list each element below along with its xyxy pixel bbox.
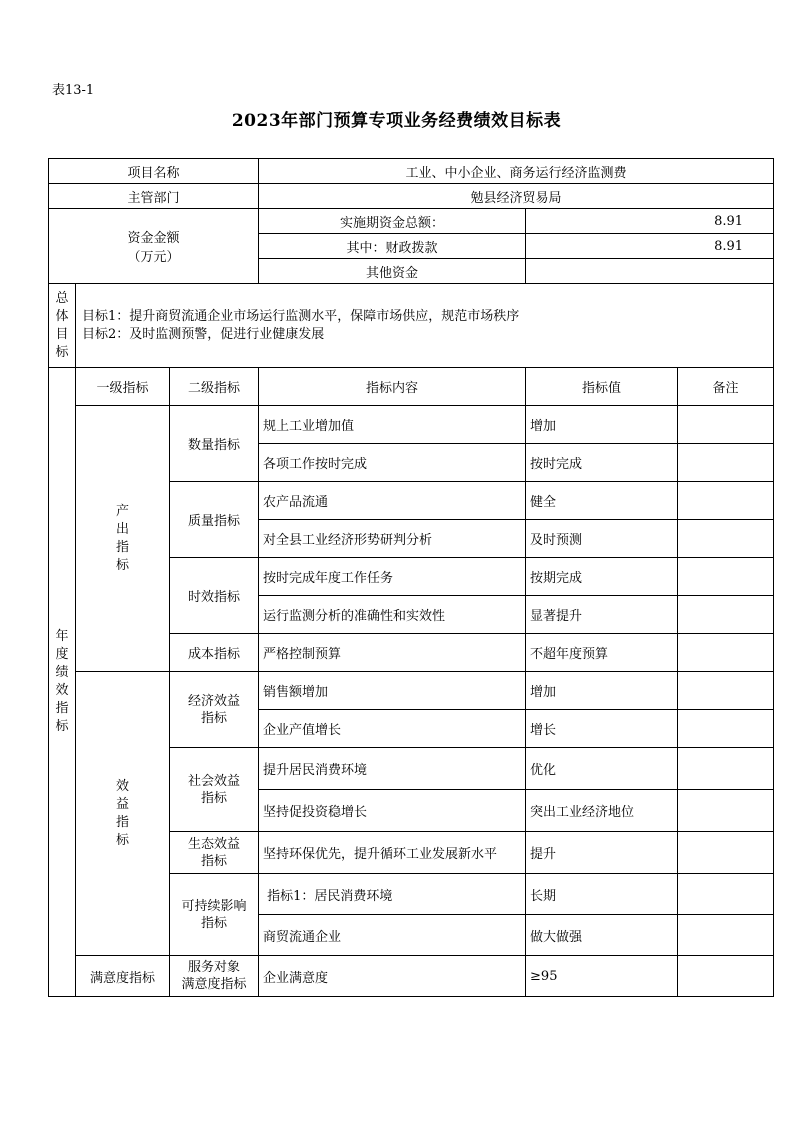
goal-line-2: 目标2：及时监测预警，促进行业健康发展 [82, 326, 325, 342]
funds-fiscal-label: 其中：财政拨款 [259, 234, 526, 259]
indicator-value: 增加 [526, 672, 678, 710]
indicator-content: 运行监测分析的准确性和实效性 [259, 596, 526, 634]
social-label-line2: 指标 [201, 790, 228, 806]
indicator-content: 坚持促投资稳增长 [259, 790, 526, 832]
indicator-remark [678, 558, 774, 596]
sustainable-label [170, 874, 259, 956]
indicator-value: 不超年度预算 [526, 634, 678, 672]
benefit-char: 益 [115, 796, 129, 812]
indicator-value: 增长 [526, 710, 678, 748]
benefit-char: 指 [115, 814, 129, 830]
quantity-label: 数量指标 [170, 406, 259, 482]
header-value: 指标值 [526, 368, 678, 406]
annual-label [49, 368, 76, 997]
funds-label-line2: （万元） [127, 250, 180, 265]
indicator-value: ≥95 [526, 956, 678, 997]
indicator-remark [678, 874, 774, 915]
indicator-remark [678, 832, 774, 874]
indicator-content: 按时完成年度工作任务 [259, 558, 526, 596]
department-label: 主管部门 [49, 184, 259, 209]
header-level2: 二级指标 [170, 368, 259, 406]
indicator-remark [678, 596, 774, 634]
satisfaction-sub-label-line2: 满意度指标 [181, 977, 247, 992]
indicator-value: 按时完成 [526, 444, 678, 482]
ecological-label-line2: 指标 [201, 853, 228, 869]
header-remark: 备注 [678, 368, 774, 406]
cost-label: 成本指标 [170, 634, 259, 672]
table-row [49, 672, 774, 710]
indicator-value: 增加 [526, 406, 678, 444]
indicator-content: 各项工作按时完成 [259, 444, 526, 482]
benefit-char: 效 [115, 778, 129, 794]
social-label [170, 748, 259, 832]
funds-other-value [526, 259, 774, 284]
overall-goal-char: 体 [55, 308, 69, 324]
indicator-content: 规上工业增加值 [259, 406, 526, 444]
social-label-line1: 社会效益 [188, 773, 241, 789]
overall-goal-text [76, 284, 774, 368]
indicator-remark [678, 520, 774, 558]
funds-label-line1: 资金金额 [127, 231, 180, 246]
funds-total-row [49, 209, 774, 234]
annual-char: 效 [55, 683, 69, 698]
sustainable-label-line1: 可持续影响 [181, 898, 247, 914]
overall-goal-char: 标 [55, 344, 69, 360]
sustainable-label-line2: 指标 [201, 915, 228, 931]
indicator-content: 企业满意度 [259, 956, 526, 997]
annual-char: 绩 [55, 665, 69, 680]
funds-other-label: 其他资金 [259, 259, 526, 284]
department-row [49, 184, 774, 209]
indicator-content: 坚持环保优先，提升循环工业发展新水平 [259, 832, 526, 874]
indicator-remark [678, 790, 774, 832]
funds-label [49, 209, 259, 284]
annual-char: 年 [55, 629, 69, 644]
goal-line-1: 目标1：提升商贸流通企业市场运行监测水平，保障市场供应，规范市场秩序 [82, 308, 520, 324]
indicator-content: 农产品流通 [259, 482, 526, 520]
indicator-value: 优化 [526, 748, 678, 790]
table-id: 表13-1 [52, 83, 95, 98]
benefit-char: 标 [115, 832, 129, 848]
indicator-value: 提升 [526, 832, 678, 874]
project-row [49, 159, 774, 184]
timeliness-label: 时效指标 [170, 558, 259, 634]
indicator-value: 健全 [526, 482, 678, 520]
header-level1: 一级指标 [76, 368, 170, 406]
quality-label: 质量指标 [170, 482, 259, 558]
indicator-content: 企业产值增长 [259, 710, 526, 748]
table-row [49, 406, 774, 444]
indicator-value: 做大做强 [526, 915, 678, 956]
indicator-value: 显著提升 [526, 596, 678, 634]
economic-label-line1: 经济效益 [188, 693, 241, 709]
indicator-remark [678, 710, 774, 748]
indicator-value: 及时预测 [526, 520, 678, 558]
funds-fiscal-value: 8.91 [526, 234, 774, 259]
satisfaction-sub-label [170, 956, 259, 997]
output-label [76, 406, 170, 672]
ecological-label-line1: 生态效益 [188, 836, 241, 852]
indicator-value: 长期 [526, 874, 678, 915]
overall-goal-char: 目 [55, 326, 69, 342]
department-value: 勉县经济贸易局 [259, 184, 774, 209]
indicator-content: 指标1：居民消费环境 [259, 874, 526, 915]
indicator-remark [678, 444, 774, 482]
indicator-content: 提升居民消费环境 [259, 748, 526, 790]
indicator-remark [678, 915, 774, 956]
overall-goal-char: 总 [55, 290, 69, 306]
economic-label [170, 672, 259, 748]
indicator-remark [678, 406, 774, 444]
overall-goal-row [49, 284, 774, 368]
annual-char: 标 [55, 719, 69, 734]
output-char: 出 [115, 521, 129, 537]
indicator-content: 严格控制预算 [259, 634, 526, 672]
ecological-label [170, 832, 259, 874]
satisfaction-sub-label-line1: 服务对象 [188, 960, 241, 975]
performance-target-table [48, 158, 774, 997]
indicator-remark [678, 956, 774, 997]
indicator-content: 销售额增加 [259, 672, 526, 710]
benefit-label [76, 672, 170, 956]
indicator-remark [678, 482, 774, 520]
header-content: 指标内容 [259, 368, 526, 406]
satisfaction-label: 满意度指标 [76, 956, 170, 997]
table-row [49, 956, 774, 997]
funds-total-value: 8.91 [526, 209, 774, 234]
project-value: 工业、中小企业、商务运行经济监测费 [259, 159, 774, 184]
funds-total-label: 实施期资金总额： [259, 209, 526, 234]
indicator-remark [678, 634, 774, 672]
indicator-header-row [49, 368, 774, 406]
indicator-content: 对全县工业经济形势研判分析 [259, 520, 526, 558]
output-char: 产 [115, 503, 129, 519]
page-title: 2023年部门预算专项业务经费绩效目标表 [231, 111, 562, 131]
indicator-remark [678, 748, 774, 790]
annual-char: 度 [55, 647, 69, 662]
indicator-content: 商贸流通企业 [259, 915, 526, 956]
economic-label-line2: 指标 [201, 710, 228, 726]
output-char: 标 [115, 557, 129, 573]
indicator-value: 按期完成 [526, 558, 678, 596]
annual-char: 指 [55, 701, 69, 716]
indicator-remark [678, 672, 774, 710]
project-label: 项目名称 [49, 159, 259, 184]
output-char: 指 [115, 539, 129, 555]
indicator-value: 突出工业经济地位 [526, 790, 678, 832]
overall-goal-label [49, 284, 76, 368]
